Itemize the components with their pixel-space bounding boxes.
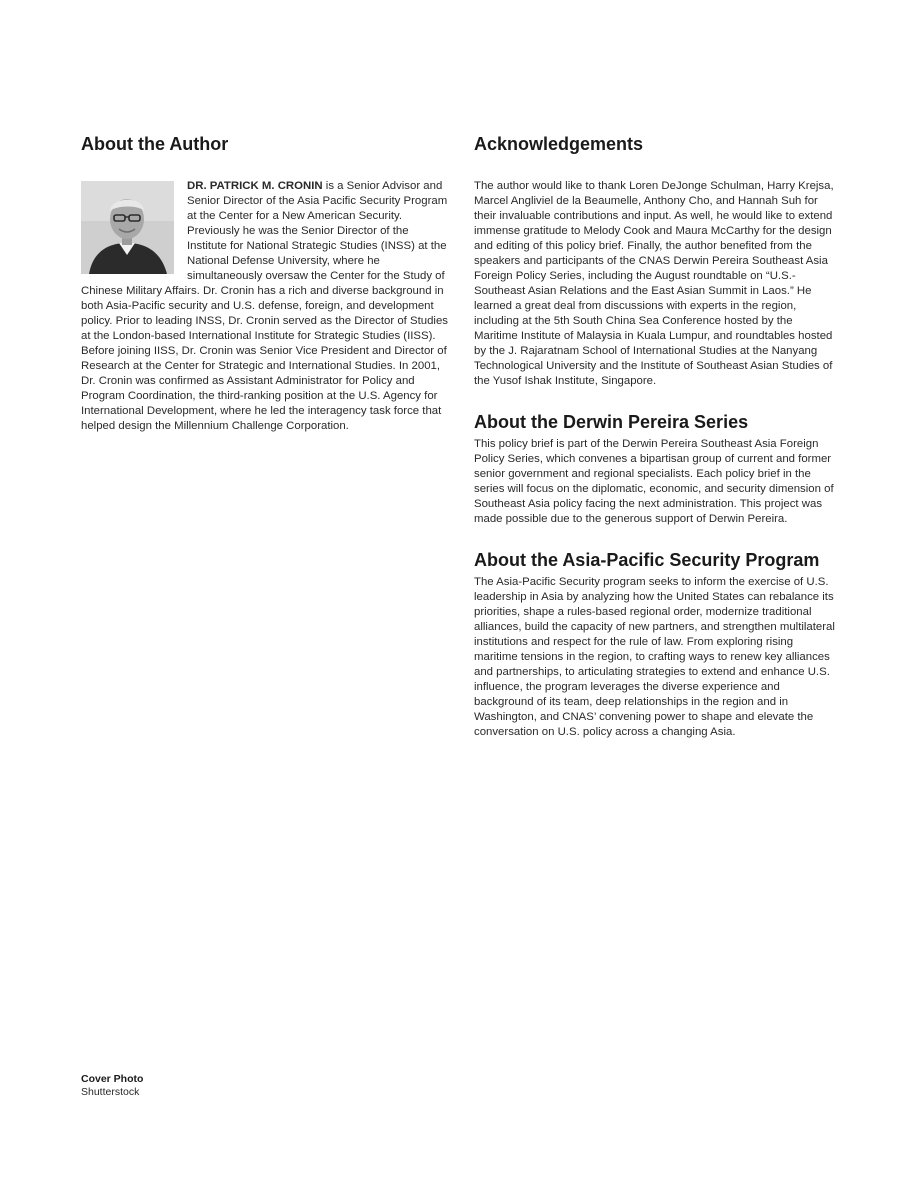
cover-photo-credit (81, 1073, 143, 1099)
author-portrait-icon (81, 181, 174, 274)
cover-photo-label: Cover Photo (81, 1073, 144, 1085)
asia-pacific-heading: About the Asia-Pacific Security Program (474, 550, 820, 570)
acknowledgements-section (474, 133, 836, 389)
derwin-series-text: This policy brief is part of the Derwin Pereira Southeast Asia Foreign Policy Series, which convenes a bipartisan group of current and former senior government and regional specialists. Each policy brief in the series will focus on the diplomatic, economic, and security dimension of Southeast Asia policy facing the next administration. This project was made possible due to the generous support of Derwin Pereira. (474, 438, 834, 525)
cover-photo-source: Shutterstock (81, 1086, 140, 1098)
author-photo (81, 181, 174, 274)
asia-pacific-section (474, 549, 836, 740)
author-bio-block (81, 179, 449, 434)
author-bio-text: is a Senior Advisor and Senior Director of the Asia Pacific Security Program at the Center for a New American Security. Previously he was the Senior Director of the Institute for National Strategic Studies (INSS) at the National Defense University, where he simultaneously oversaw the Center for the Study of Chinese Military Affairs. Dr. Cronin has a rich and diverse background in both Asia-Pacific security and U.S. defense, foreign, and development policy. Prior to leading INSS, Dr. Cronin served as the Director of Studies at the London-based International Institute for Strategic Studies (IISS). Before joining IISS, Dr. Cronin was Senior Vice President and Director of Research at the Center for Strategic and International Studies. In 2001, Dr. Cronin was confirmed as Assistant Administrator for Policy and Program Coordination, the third-ranking position at the U.S. Agency for International Development, where he led the interagency task force that helped design the Millennium Challenge Corporation. (81, 180, 448, 432)
about-author-heading: About the Author (81, 134, 229, 154)
right-column (474, 133, 836, 762)
acknowledgements-text: The author would like to thank Loren DeJonge Schulman, Harry Krejsa, Marcel Angliviel de la Beaumelle, Anthony Cho, and Hannah Suh for their invaluable contributions and input. As well, he would like to extend immense gratitude to Melody Cook and Maura McCarthy for the design and editing of this policy brief. Finally, the author benefited from the speakers and participants of the CNAS Derwin Pereira Southeast Asia Foreign Policy Series, including the August roundtable on “U.S.-Southeast Asian Relations and the East Asian Summit in Laos.” He learned a great deal from discussions with experts in the region, including at the 5th South China Sea Conference hosted by the Maritime Institute of Malaysia in Kuala Lumpur, and roundtables hosted by the J. Rajaratnam School of International Studies at the Nanyang Technological University and the Institute of Southeast Asian Studies of the Yusof Ishak Institute, Singapore. (474, 180, 834, 387)
left-column (81, 133, 449, 434)
derwin-series-section (474, 411, 836, 527)
acknowledgements-heading: Acknowledgements (474, 134, 644, 154)
author-name: DR. PATRICK M. CRONIN (187, 180, 323, 192)
derwin-series-heading: About the Derwin Pereira Series (474, 412, 749, 432)
asia-pacific-text: The Asia-Pacific Security program seeks to inform the exercise of U.S. leadership in Asia by analyzing how the United States can rebalance its priorities, shape a rules-based regional order, modernize traditional alliances, build the capacity of new partners, and strengthen multilateral institutions and respect for the rule of law. From exploring rising maritime tensions in the region, to crafting ways to renew key alliances and partnerships, to articulating strategies to extend and enhance U.S. influence, the program leverages the diverse experience and background of its team, deep relationships in the region and in Washington, and CNAS’ convening power to shape and elevate the conversation on U.S. policy across a changing Asia. (474, 576, 835, 738)
